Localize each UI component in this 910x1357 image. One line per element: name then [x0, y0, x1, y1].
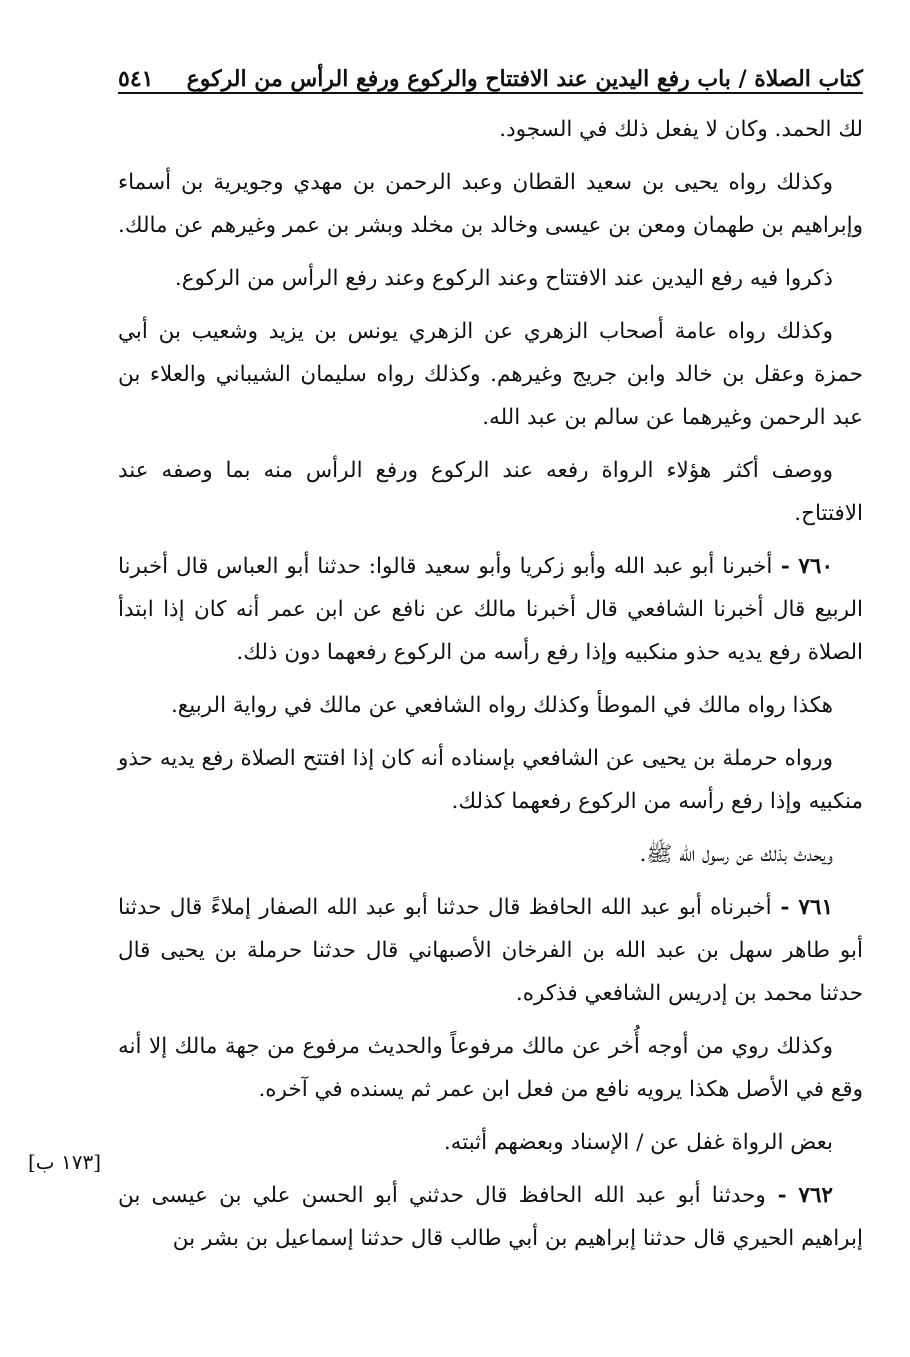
paragraph — [118, 449, 863, 535]
paragraph — [118, 1174, 863, 1260]
page — [118, 50, 863, 1270]
page-number: ٥٤١ — [118, 66, 154, 92]
paragraph — [118, 310, 863, 439]
paragraph — [118, 545, 863, 674]
hadith-number: ٧٦٢ - — [765, 1183, 833, 1208]
paragraph — [118, 684, 863, 727]
paragraph-text: ويحدث بذلك عن رسول الله ﷺ. — [639, 842, 833, 867]
body-text — [118, 108, 863, 1260]
paragraph — [118, 1121, 863, 1164]
paragraph — [118, 737, 863, 823]
paragraph — [118, 161, 863, 247]
hadith-number: ٧٦٠ - — [772, 554, 833, 579]
margin-note: [١٧٣ ب] — [28, 1150, 102, 1174]
paragraph-text: بعض الرواة غفل عن / الإسناد وبعضهم أثبته. — [443, 1130, 833, 1155]
paragraph-text: وكذلك رواه عامة أصحاب الزهري عن الزهري يونس بن يزيد وشعيب بن أبي حمزة وعقل بن خالد وابن جريج وغيرهم. وكذلك رواه سليمان الشيباني والعلاء بن عبد الرحمن وغيرهما عن سالم بن عبد الله. — [118, 319, 863, 430]
paragraph — [118, 257, 863, 300]
paragraph — [118, 108, 863, 151]
paragraph-text: أخبرناه أبو عبد الله الحافظ قال حدثنا أبو عبد الله الصفار إملاءً قال حدثنا أبو طاهر سهل بن عبد الله بن الفرخان الأصبهاني قال حدثنا حرملة بن يحيى قال حدثنا محمد بن إدريس الشافعي فذكره. — [118, 895, 863, 1006]
paragraph-text: ووصف أكثر هؤلاء الرواة رفعه عند الركوع ورفع الرأس منه بما وصفه عند الافتتاح. — [118, 458, 863, 526]
paragraph — [118, 1025, 863, 1111]
paragraph-text: وكذلك رواه يحيى بن سعيد القطان وعبد الرحمن بن مهدي وجويرية بن أسماء وإبراهيم بن طهمان ومعن بن عيسى وخالد بن مخلد وبشر بن عمر وغيرهم عن مالك. — [117, 170, 863, 238]
paragraph — [118, 886, 863, 1015]
hadith-number: ٧٦١ - — [771, 895, 833, 920]
paragraph-text: هكذا رواه مالك في الموطأ وكذلك رواه الشافعي عن مالك في رواية الربيع. — [170, 693, 833, 718]
paragraph-text: أخبرنا أبو عبد الله وأبو زكريا وأبو سعيد قالوا: حدثنا أبو العباس قال أخبرنا الربيع قال أخبرنا الشافعي قال أخبرنا مالك عن نافع عن ابن عمر أنه كان إذا ابتدأ الصلاة رفع يديه حذو منكبيه وإذا رفع رأسه من الركوع رفعهما دون ذلك. — [118, 554, 863, 665]
paragraph-text: ذكروا فيه رفع اليدين عند الافتتاح وعند الركوع وعند رفع الرأس من الركوع. — [174, 266, 833, 291]
paragraph-text: ورواه حرملة بن يحيى عن الشافعي بإسناده أنه كان إذا افتتح الصلاة رفع يديه حذو منكبيه وإذا رفع رأسه من الركوع رفعهما كذلك. — [118, 746, 863, 814]
header-title: كتاب الصلاة / باب رفع اليدين عند الافتتاح والركوع ورفع الرأس من الركوع — [186, 66, 863, 92]
running-header — [118, 50, 863, 94]
paragraph-text: وحدثنا أبو عبد الله الحافظ قال حدثني أبو الحسن علي بن عيسى بن إبراهيم الحيري قال حدثنا إبراهيم بن أبي طالب قال حدثنا إسماعيل بن بشر بن — [118, 1183, 863, 1251]
paragraph-text: لك الحمد. وكان لا يفعل ذلك في السجود. — [499, 117, 863, 142]
paragraph — [118, 833, 863, 876]
paragraph-text: وكذلك روي من أوجه أُخر عن مالك مرفوعاً والحديث مرفوع من جهة مالك إلا أنه وقع في الأصل هكذا يرويه نافع من فعل ابن عمر ثم يسنده في آخره. — [118, 1034, 863, 1102]
